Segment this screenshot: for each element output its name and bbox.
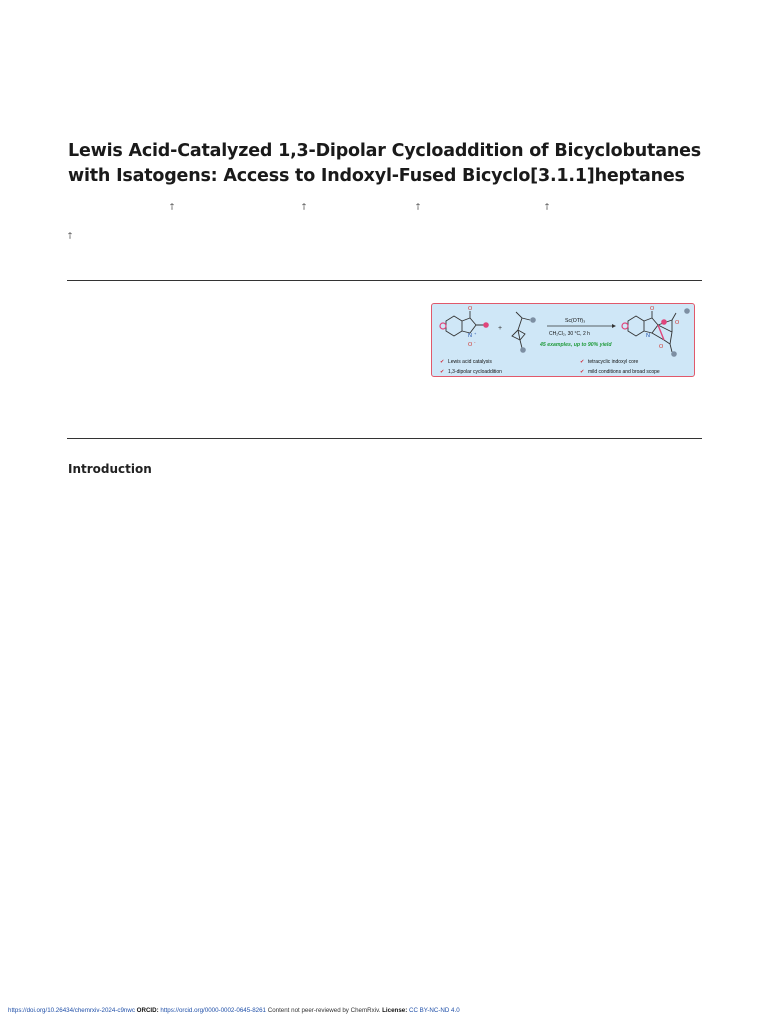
doi-link[interactable]: https://doi.org/10.26434/chemrxiv-2024-c9nwc: [8, 1007, 135, 1014]
check-icon: ✔: [580, 369, 585, 375]
substituent-marker: [520, 347, 526, 353]
carbonyl-oxygen: O: [650, 306, 655, 312]
substituent-marker: [671, 351, 677, 357]
peer-review-notice: Content not peer-reviewed by ChemRxiv.: [267, 1007, 381, 1014]
feature-text: tetracyclic indoxyl core: [588, 359, 639, 365]
reaction-scheme: [432, 304, 695, 377]
paper-title: Lewis Acid-Catalyzed 1,3-Dipolar Cycloaddition of Bicyclobutanes with Isatogens: Access to Indoxyl-Fused Bicyclo[3.1.1]heptanes: [68, 141, 701, 186]
feature-text: 1,3-dipolar cycloaddition: [448, 369, 502, 375]
substituent-marker: [661, 319, 667, 325]
plus-sign: +: [498, 325, 503, 332]
affiliation-mark: †: [302, 202, 306, 211]
n-oxide-oxygen: O: [468, 342, 473, 348]
substituent-marker: [684, 308, 690, 314]
section-heading-introduction: Introduction: [68, 462, 152, 476]
affiliation-mark: †: [68, 231, 72, 240]
product-structure: [628, 311, 676, 352]
substituent-marker: [483, 322, 489, 328]
feature-text: Lewis acid catalysis: [448, 359, 492, 365]
orcid-label: ORCID:: [136, 1007, 159, 1014]
o-minus-charge: -: [474, 340, 476, 345]
check-icon: ✔: [440, 369, 445, 375]
catalyst-label: Sc(OTf)₃: [565, 318, 586, 324]
top-rule: [67, 280, 702, 281]
nitrogen-label: N: [646, 333, 650, 339]
carbonyl-oxygen: O: [468, 306, 473, 312]
bottom-rule: [67, 438, 702, 439]
substituent-marker: [530, 317, 536, 323]
ring-oxygen: O: [659, 344, 664, 350]
substituent-marker: [622, 323, 628, 329]
orcid-link[interactable]: https://orcid.org/0000-0002-0645-8261: [160, 1007, 266, 1014]
nitrogen-label: N: [468, 333, 472, 339]
bicyclobutane-structure: [512, 312, 530, 348]
substituent-marker: [440, 323, 446, 329]
page-footer: [8, 1007, 760, 1014]
scope-label: 45 examples, up to 90% yield: [540, 342, 612, 348]
arrow-head: [612, 324, 616, 328]
affiliation-mark: †: [416, 202, 420, 211]
affiliation-mark: †: [545, 202, 549, 211]
conditions-label: CH₂Cl₂, 30 °C, 2 h: [549, 331, 590, 337]
check-icon: ✔: [440, 359, 445, 365]
check-icon: ✔: [580, 359, 585, 365]
ketone-oxygen: O: [675, 320, 680, 326]
affiliation-mark: †: [170, 202, 174, 211]
isatogen-structure: [446, 311, 484, 336]
graphical-abstract: [431, 303, 695, 377]
feature-text: mild conditions and broad scope: [588, 369, 660, 375]
n-plus-charge: +: [474, 331, 477, 336]
license-label: License:: [382, 1007, 408, 1014]
license-link[interactable]: CC BY-NC-ND 4.0: [409, 1007, 460, 1014]
